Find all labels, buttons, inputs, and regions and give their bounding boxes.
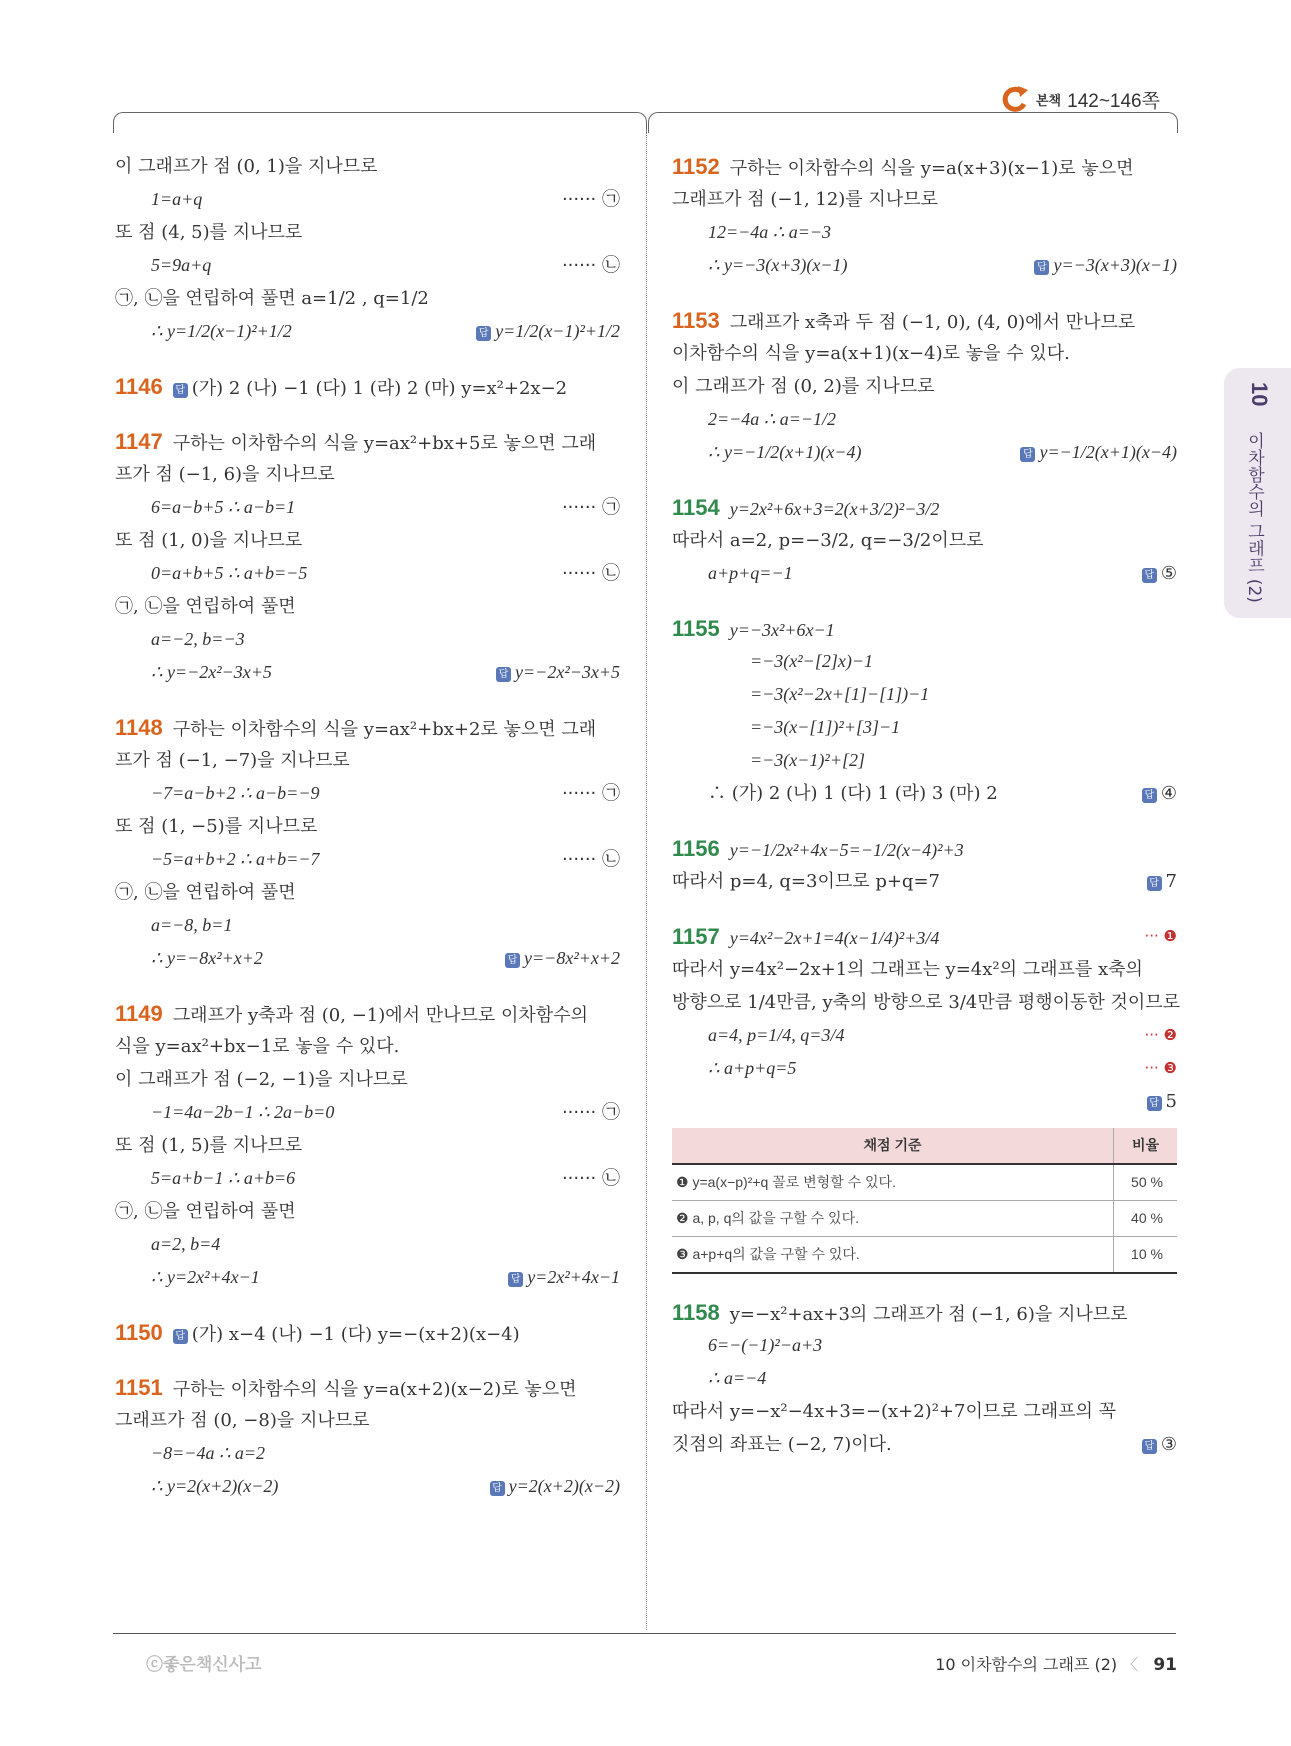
problem-1157: 1157 y=4x²−2x+1=4(x−1/4)²+3/4 ··· ❶ 따라서 y=4x²−2x+1의 그래프는 y=4x²의 그래프를 x축의 방향으로 1/4만큼, y축의 방향으로 3/4만큼 평행이동한 것이므로 a=4, p=1/4, q=3/4 ··· ❷ ∴ a+p+q=5 ··· ❸ 답 5 — [672, 924, 1181, 1112]
answer-icon: 답 — [1147, 1096, 1162, 1111]
solution-line: 또 점 (4, 5)를 지나므로 — [115, 222, 303, 243]
problem-1147: 1147 구하는 이차함수의 식을 y=ax²+bx+5로 놓으면 그래 프가 점 (−1, 6)을 지나므로 6=a−b+5 ∴ a−b=1 ······ ㉠ 또 점 (1, 0)을 지나므로 0=a+b+5 ∴ a+b=−5 ······ ㉡ ㉠, ㉡을 연립하여 풀면 a=−2, b=−3 ∴ y=−2x²−3x+5 답 y=−2x²−3x+5 — [115, 429, 620, 682]
answer-icon: 답 — [505, 953, 520, 968]
answer-icon: 답 — [1142, 788, 1157, 803]
problem-1148: 1148 구하는 이차함수의 식을 y=ax²+bx+2로 놓으면 그래 프가 점 (−1, −7)을 지나므로 −7=a−b+2 ∴ a−b=−9 ······ ㉠ 또 점 (1, −5)를 지나므로 −5=a+b+2 ∴ a+b=−7 ······ ㉡ ㉠, ㉡을 연립하여 풀면 a=−8, b=1 ∴ y=−8x²+x+2 답 y=−8x²+x+2 — [115, 715, 620, 968]
page-number: 91 — [1153, 1655, 1177, 1675]
problem-1146: 1146 답 (가) 2 (나) −1 (다) 1 (라) 2 (마) y=x²+2x−2 — [115, 374, 568, 399]
publisher-mark: ⓒ좋은책신사고 — [146, 1655, 262, 1675]
problem-1149: 1149 그래프가 y축과 점 (0, −1)에서 만나므로 이차함수의 식을 y=ax²+bx−1로 놓을 수 있다. 이 그래프가 점 (−2, −1)을 지나므로 −1=4a−2b−1 ∴ 2a−b=0 ······ ㉠ 또 점 (1, 5)를 지나므로 5=a+b−1 ∴ a+b=6 ······ ㉡ ㉠, ㉡을 연립하여 풀면 a=2, b=4 ∴ y=2x²+4x−1 답 y=2x²+4x−1 — [115, 1001, 620, 1287]
column-divider — [646, 130, 647, 1630]
ratio-header: 비율 — [1114, 1128, 1178, 1164]
page-reference — [1000, 84, 1160, 114]
scoring-table — [672, 1128, 1177, 1274]
answer-icon: 답 — [476, 326, 491, 341]
book-label: 본책 — [1036, 92, 1062, 108]
problem-1155: 1155 y=−3x²+6x−1 =−3(x²−[2]x)−1 =−3(x²−2x+[1]−[1])−1 =−3(x−[1])²+[3]−1 =−3(x−1)²+[2] ∴ (가) 2 (나) 1 (다) 1 (라) 3 (마) 2 답 ④ — [672, 616, 1177, 804]
chevron-left-icon: 〈 — [1122, 1655, 1139, 1674]
answer-icon: 답 — [490, 1481, 505, 1496]
solution-line: ∴ y=1/2(x−1)²+1/2 답 y=1/2(x−1)²+1/2 — [151, 321, 620, 341]
solution-line: ㉠, ㉡을 연립하여 풀면 a=1/2 , q=1/2 — [115, 288, 429, 309]
return-arrow-icon — [1000, 84, 1030, 114]
right-column — [672, 150, 1181, 1461]
answer-icon: 답 — [1147, 876, 1162, 891]
page-range: 142~146쪽 — [1067, 90, 1160, 112]
answer-icon: 답 — [496, 667, 511, 682]
problem-1150: 1150 답 (가) x−4 (나) −1 (다) y=−(x+2)(x−4) — [115, 1320, 520, 1345]
answer-icon: 답 — [173, 1329, 188, 1344]
solution-line: 1=a+q ······ ㉠ — [151, 189, 620, 210]
answer-icon: 답 — [1020, 447, 1035, 462]
answer-icon: 답 — [1142, 1439, 1157, 1454]
criteria-header: 채점 기준 — [672, 1128, 1114, 1164]
solution-line: 5=9a+q ······ ㉡ — [151, 255, 620, 276]
problem-1156: 1156 y=−1/2x²+4x−5=−1/2(x−4)²+3 따라서 p=4, q=3이므로 p+q=7 답 7 — [672, 836, 1177, 892]
table-row: ❷ a, p, q의 값을 구할 수 있다. 40 % — [672, 1201, 1177, 1237]
answer-icon: 답 — [1034, 260, 1049, 275]
problem-1154: 1154 y=2x²+6x+3=2(x+3/2)²−3/2 따라서 a=2, p=−3/2, q=−3/2이므로 a+p+q=−1 답 ⑤ — [672, 495, 1177, 584]
chapter-title: 이차함수의 그래프 (2) — [1244, 432, 1264, 603]
footer-chapter: 10 이차함수의 그래프 (2) 〈 91 — [935, 1655, 1177, 1675]
right-column-frame — [648, 112, 1178, 133]
table-row: ❸ a+p+q의 값을 구할 수 있다. 10 % — [672, 1237, 1177, 1274]
problem-1153: 1153 그래프가 x축과 두 점 (−1, 0), (4, 0)에서 만나므로 이차함수의 식을 y=a(x+1)(x−4)로 놓을 수 있다. 이 그래프가 점 (0, 2)를 지나므로 2=−4a ∴ a=−1/2 ∴ y=−1/2(x+1)(x−4) 답 y=−1/2(x+1)(x−4) — [672, 308, 1177, 462]
problem-1158: 1158 y=−x²+ax+3의 그래프가 점 (−1, 6)을 지나므로 6=−(−1)²−a+3 ∴ a=−4 따라서 y=−x²−4x+3=−(x+2)²+7이므로 그래프의 꼭 짓점의 좌표는 (−2, 7)이다. 답 ③ — [672, 1300, 1177, 1455]
left-column-frame — [113, 112, 647, 133]
problem-1151: 1151 구하는 이차함수의 식을 y=a(x+2)(x−2)로 놓으면 그래프가 점 (0, −8)을 지나므로 −8=−4a ∴ a=2 ∴ y=2(x+2)(x−2) 답 y=2(x+2)(x−2) — [115, 1375, 620, 1496]
answer-icon: 답 — [173, 383, 188, 398]
table-row: ❶ y=a(x−p)²+q 꼴로 변형할 수 있다. 50 % — [672, 1164, 1177, 1201]
left-column — [115, 150, 620, 1503]
problem-1152: 1152 구하는 이차함수의 식을 y=a(x+3)(x−1)로 놓으면 그래프가 점 (−1, 12)를 지나므로 12=−4a ∴ a=−3 ∴ y=−3(x+3)(x−1) 답 y=−3(x+3)(x−1) — [672, 154, 1177, 275]
chapter-side-tab — [1224, 368, 1291, 618]
answer-icon: 답 — [508, 1272, 523, 1287]
chapter-number: 10 — [1247, 382, 1272, 407]
solution-line: 이 그래프가 점 (0, 1)을 지나므로 — [115, 156, 378, 177]
answer-icon: 답 — [1142, 568, 1157, 583]
footer-rule — [113, 1633, 1176, 1634]
